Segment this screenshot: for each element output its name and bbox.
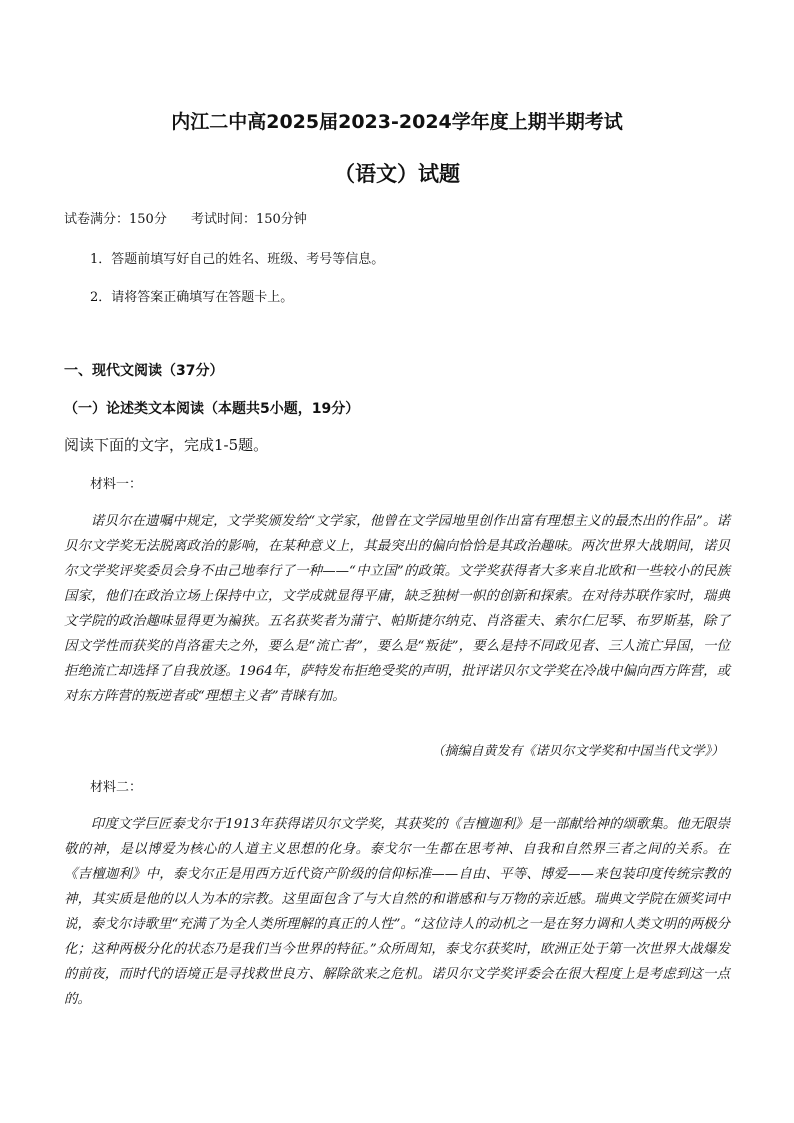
exam-title: 内江二中高2025届2023-2024学年度上期半期考试 [171, 111, 623, 133]
material-label: 材料一： [90, 477, 143, 492]
material-text: 印度文学巨匠泰戈尔于1913年获得诺贝尔文学奖，其获奖的《吉檀迦利》是一部献给神的颂歌集。他无限崇敬的神，是以博爱为核心的人道主义思想的化身。泰戈尔一生都在思考神、自我和自然界三者之间的关系。在《吉檀迦利》中，泰戈尔正是用西方近代资产阶级的信仰标准——自由、平等、博爱——来包装印度传统宗教的神，其实质是他的以人为本的宗教。这里面包含了与大自然的和谐感和与万物的亲近感。瑞典文学院在颁奖词中说，泰戈尔诗歌里“充满了为全人类所理解的真正的人性”。“这位诗人的动机之一是在努力调和人类文明的两极分化；这种两极分化的状态乃是我们当今世界的特征。”众所周知，泰戈尔获奖时，欧洲正处于第一次世界大战爆发的前夜，而时代的语境正是寻找救世良方、解除欲来之危机。诺贝尔文学奖评委会在很大程度上是考虑到这一点的。 [64, 817, 730, 1007]
material-label: 材料二： [90, 780, 143, 795]
exam-info [64, 208, 327, 227]
subsection-heading: （一）论述类文本阅读（本题共5小题，19分） [64, 401, 360, 417]
notice-item: 2．请将答案正确填写在答题卡上。 [90, 290, 294, 305]
section-heading: 一、现代文阅读（37分） [64, 363, 224, 379]
material-text: 诺贝尔在遗嘱中规定，文学奖颁发给“文学家，他曾在文学园地里创作出富有理想主义的最杰出的作品”。诺贝尔文学奖无法脱离政治的影响，在某种意义上，其最突出的偏向恰恰是其政治趣味。两次世界大战期间，诺贝尔文学奖评奖委员会身不由己地奉行了一种——“中立国”的政策。文学奖获得者大多来自北欧和一些较小的民族国家，他们在政治立场上保持中立，文学成就显得平庸，缺乏独树一帜的创新和探索。在对待苏联作家时，瑞典文学院的政治趣味显得更为褊狭。五名获奖者为蒲宁、帕斯捷尔纳克、肖洛霍夫、索尔仁尼琴、布罗斯基，除了因文学性而获奖的肖洛霍夫之外，要么是“流亡者”，要么是“叛徒”，要么是持不同政见者、三人流亡异国，一位拒绝流亡却选择了自我放逐。1964年，萨特发布拒绝受奖的声明，批评诺贝尔文学奖在冷战中偏向西方阵营，或对东方阵营的叛逆者或“理想主义者”青睐有加。 [64, 514, 730, 704]
notice-item: 1．答题前填写好自己的姓名、班级、考号等信息。 [90, 252, 385, 267]
reading-instruction: 阅读下面的文字，完成1-5题。 [64, 436, 269, 454]
material-source: （摘编自黄发有《诺贝尔文学奖和中国当代文学》） [431, 744, 724, 759]
full-score: 试卷满分：150分 [64, 212, 167, 227]
exam-subtitle: （语文）试题 [334, 162, 460, 186]
exam-time: 考试时间：150分钟 [190, 212, 307, 227]
